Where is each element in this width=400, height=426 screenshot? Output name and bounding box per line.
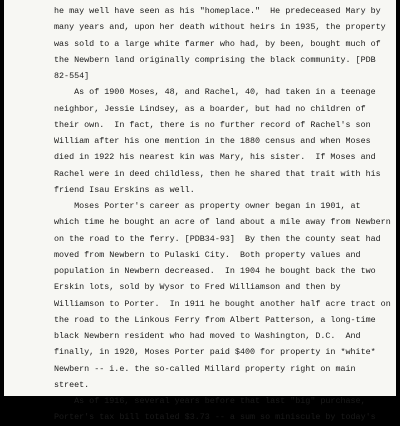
document-text: [54, 3, 391, 426]
text-line: street.: [54, 379, 90, 390]
text-line: was sold to a large white farmer who had, by been, bought much of: [54, 38, 381, 49]
text-line: population in Newbern decreased. In 1904 he bought back the two: [54, 266, 376, 276]
text-line: Moses Porter's career as property owner began in 1901, at: [54, 201, 361, 211]
text-line: he may well have seen as his "homeplace." He predeceased Mary by: [54, 6, 381, 16]
text-line: Porter's tax bill totaled $3.73 -- a sum so miniscule by today's: [54, 412, 376, 423]
text-line: Rachel were in deed childless, then he shared that trait with his: [54, 168, 381, 179]
text-line: finally, in 1920, Moses Porter paid $400 for property in *white*: [54, 347, 376, 358]
text-line: Williamson to Porter. In 1911 he bought another half acre tract on: [54, 298, 391, 309]
document-page: [4, 0, 396, 423]
text-line: the road to the Linkous Ferry from Albert Patterson, a long-time: [54, 314, 376, 325]
text-line: neighbor, Jessie Lindsey, as a boarder, but had no children of: [54, 103, 366, 114]
text-line: their own. In fact, there is no further record of Rachel's son: [54, 119, 371, 130]
text-line: As of 1916, several years before that last "big" purchase,: [54, 396, 366, 406]
text-line: Newbern -- i.e. the so-called Millard property right on main: [54, 363, 356, 374]
text-line: which time he bought an acre of land about a mile away from Newbern: [54, 217, 391, 228]
text-line: on the road to the ferry. [PDB34-93] By then the county seat had: [54, 233, 381, 244]
text-line: died in 1922 his nearest kin was Mary, his sister. If Moses and: [54, 152, 376, 163]
text-line: many years and, upon her death without heirs in 1935, the property: [54, 22, 386, 33]
text-line: William after his one mention in the 1880 census and when Moses: [54, 136, 371, 146]
text-line: the Newbern land originally comprising the black community. [PDB: [54, 54, 376, 65]
text-line: As of 1900 Moses, 48, and Rachel, 40, had taken in a teenage: [54, 87, 376, 98]
text-line: 82-554]: [54, 71, 90, 81]
text-line: friend Isau Erskins as well.: [54, 184, 195, 195]
text-line: black Newbern resident who had moved to Washington, D.C. And: [54, 331, 361, 341]
text-line: moved from Newbern to Pulaski City. Both property values and: [54, 249, 361, 260]
text-line: Erskin lots, sold by Wysor to Fred Williamson and then by: [54, 282, 341, 293]
